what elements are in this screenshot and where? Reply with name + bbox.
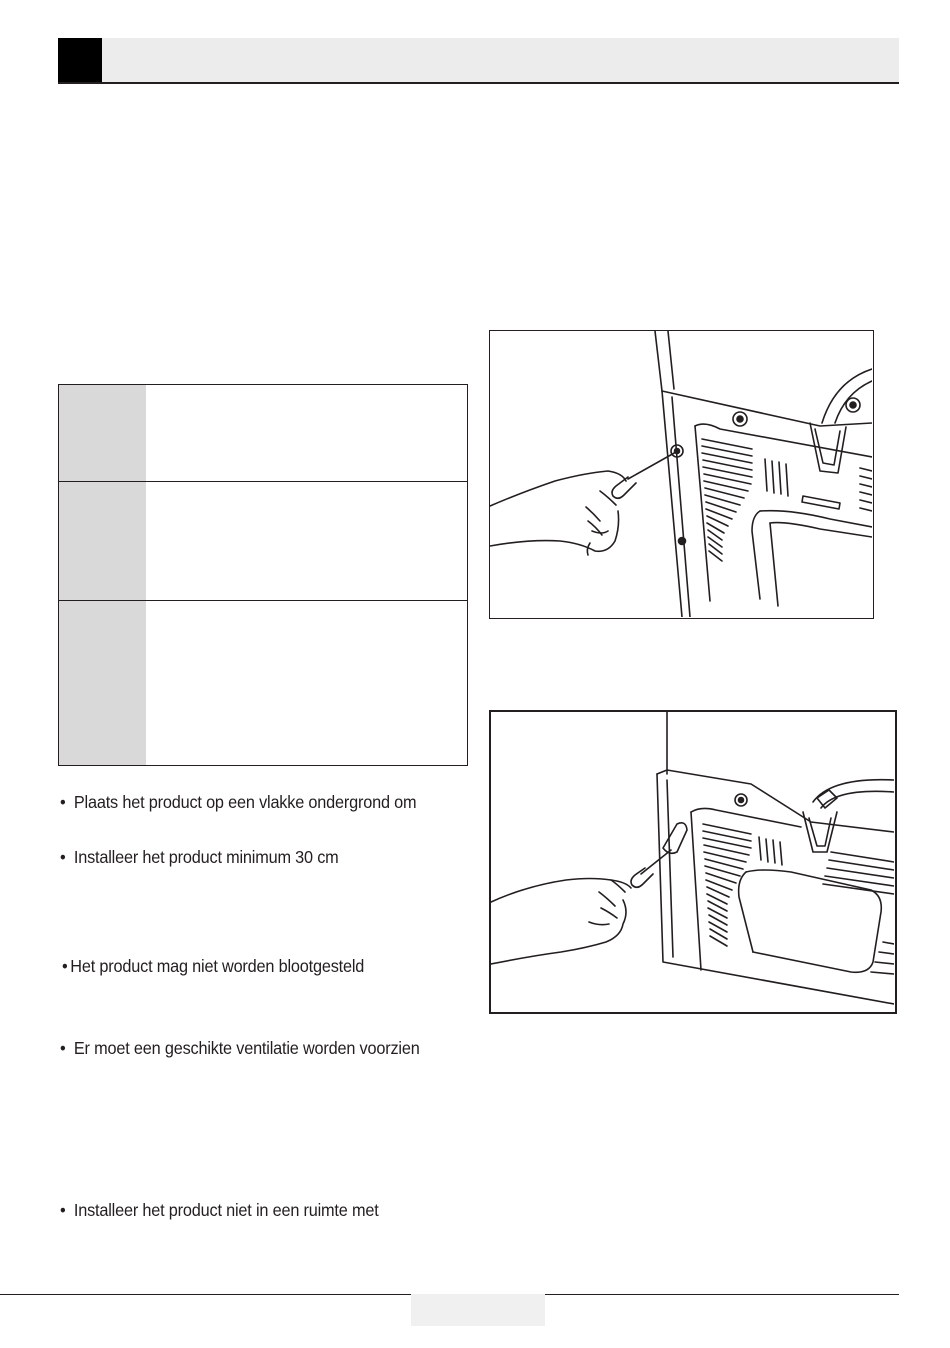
figure-remove-cover-drawing xyxy=(491,712,894,1011)
bullet-text: Er moet een geschikte ventilatie worden voorzien xyxy=(73,1038,420,1058)
figure-remove-cover xyxy=(489,710,897,1014)
table-content-cell xyxy=(146,601,467,765)
page-number-tab xyxy=(411,1294,545,1326)
table-content-cell xyxy=(146,482,467,600)
bullet-item-room xyxy=(60,1200,379,1221)
table-label-cell xyxy=(59,385,146,481)
bullet-icon: • xyxy=(60,847,66,867)
bullet-item-ventilation xyxy=(60,1038,420,1059)
bullet-text: Plaats het product op een vlakke ondergrond om xyxy=(73,792,417,812)
section-header-bar xyxy=(58,38,899,84)
table-row xyxy=(59,601,467,765)
bullet-text: Het product mag niet worden blootgesteld xyxy=(70,956,365,976)
bullet-icon: • xyxy=(60,792,66,812)
bullet-text: Installeer het product minimum 30 cm xyxy=(73,847,339,867)
table-row xyxy=(59,482,467,601)
section-number-block xyxy=(58,38,102,82)
table-label-cell xyxy=(59,482,146,600)
table-label-cell xyxy=(59,601,146,765)
bullet-item-distance xyxy=(60,847,339,868)
bullet-icon: • xyxy=(62,956,68,976)
bullet-icon: • xyxy=(60,1200,66,1220)
bullet-item-level-surface xyxy=(60,792,416,813)
figure-remove-screw xyxy=(489,330,874,619)
figure-remove-screw-drawing xyxy=(490,331,872,617)
bullet-text: Installeer het product niet in een ruimte met xyxy=(73,1200,379,1220)
bullet-icon: • xyxy=(60,1038,66,1058)
table-content-cell xyxy=(146,385,467,481)
installation-table xyxy=(58,384,468,766)
bullet-item-exposure xyxy=(62,956,364,977)
table-row xyxy=(59,385,467,482)
